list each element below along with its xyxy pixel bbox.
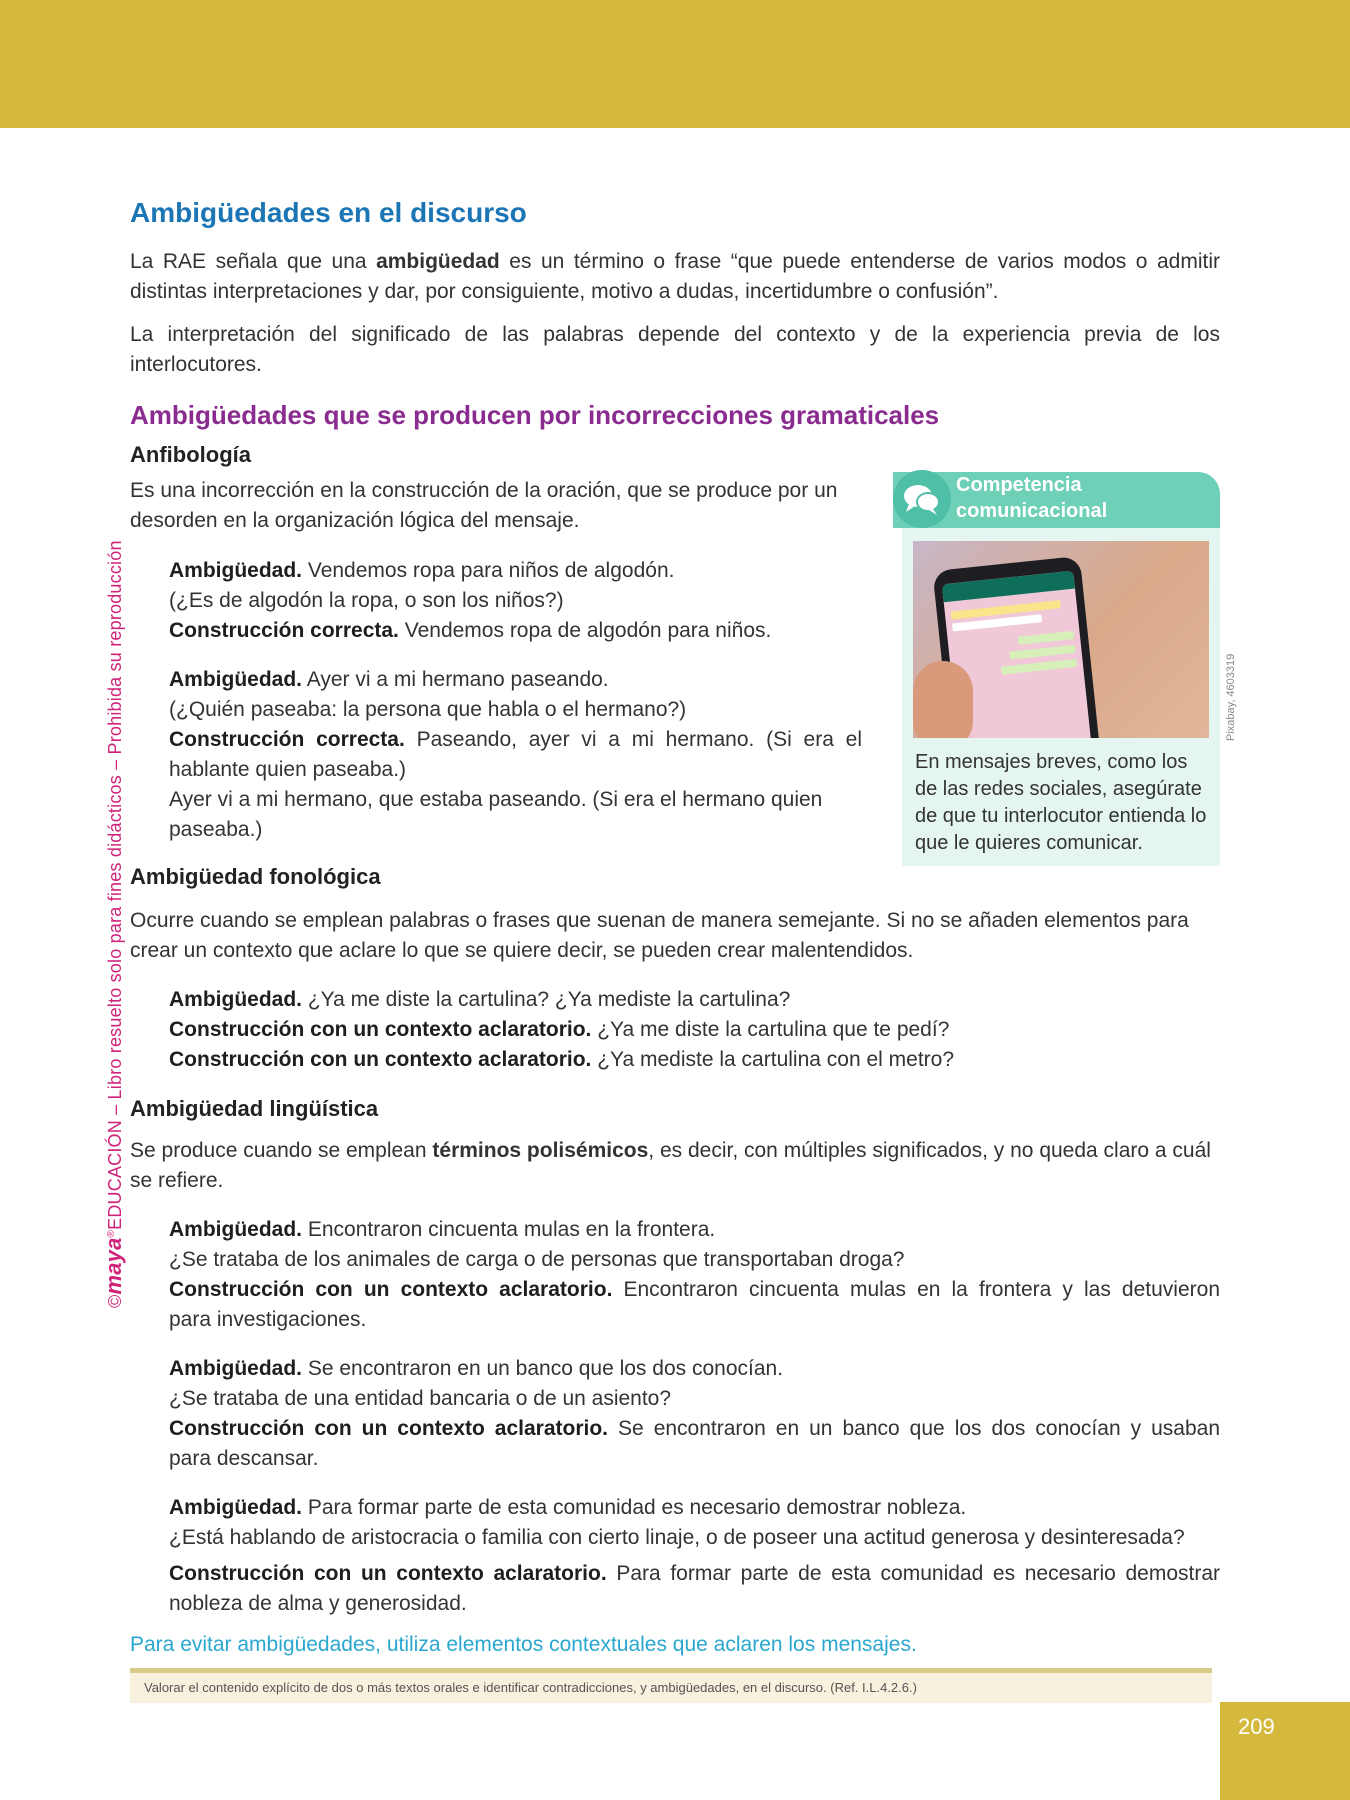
linguistica-example-2: Ambigüedad. Se encontraron en un banco que los dos conocían. ¿Se trataba de una entidad bancaria o de un asiento? Construcción con un contexto aclaratorio. Se encontraron en un banco que los dos conocían y usaban para descansar. xyxy=(169,1357,1221,1470)
phone-chat-photo xyxy=(913,541,1209,738)
linguistica-example-1: Ambigüedad. Encontraron cincuenta mulas en la frontera. ¿Se trataba de los animales de carga o de personas que transportaban droga? Construcción con un contexto aclaratorio. Encontraron cincuenta mulas en la frontera y las detuvieron para investigaciones. xyxy=(169,1218,1220,1331)
linguistica-definition: Se produce cuando se emplean términos polisémicos, es decir, con múltiples significados, y no queda claro a cuál se refiere. xyxy=(130,1139,1211,1192)
fonologica-heading: Ambigüedad fonológica xyxy=(130,864,381,889)
linguistica-example-3: Ambigüedad. Para formar parte de esta comunidad es necesario demostrar nobleza. ¿Está hablando de aristocracia o familia con cierto linaje, o de poseer una actitud generosa y desinteresada? Construcción con un contexto aclaratorio. Para formar parte de esta comunidad es necesario demostrar nobleza de alma y generosidad. xyxy=(169,1496,1220,1615)
anfibologia-example-2: Ambigüedad. Ayer vi a mi hermano paseando. (¿Quién paseaba: la persona que habla o el hermano?) Construcción correcta. Paseando, ayer vi a mi hermano. (Si era el hablante quien paseaba.) Ayer vi a mi hermano, que estaba paseando. (Si era el hermano quien paseaba.) xyxy=(169,668,862,841)
photo-credit: Pixabay, 4603319 xyxy=(1225,653,1237,741)
side-note-text: EDUCACIÓN – Libro resuelto solo para fines didácticos – Prohibida su reproducción xyxy=(105,540,125,1230)
page-title: Ambigüedades en el discurso xyxy=(130,197,527,228)
anfibologia-heading: Anfibología xyxy=(130,442,251,467)
copyright-side-note xyxy=(101,540,127,1308)
anfibologia-example-1: Ambigüedad. Vendemos ropa para niños de algodón. (¿Es de algodón la ropa, o son los niños?) Construcción correcta. Vendemos ropa de algodón para niños. xyxy=(169,559,772,642)
tip-text: Para evitar ambigüedades, utiliza elementos contextuales que aclaren los mensajes. xyxy=(130,1633,917,1656)
top-color-band xyxy=(0,0,1350,128)
ambiguedad-term: ambigüedad xyxy=(376,250,500,273)
curriculum-reference: Valorar el contenido explícito de dos o más textos orales e identificar contradicciones, y ambigüedades, en el discurso. (Ref. I.L.4.2.6.) xyxy=(130,1673,1212,1703)
polisemicos-term: términos polisémicos xyxy=(432,1139,649,1162)
fonologica-examples: Ambigüedad. ¿Ya me diste la cartulina? ¿Ya mediste la cartulina? Construcción con un contexto aclaratorio. ¿Ya me diste la cartulina que te pedí? Construcción con un contexto aclaratorio. ¿Ya mediste la cartulina con el metro? xyxy=(169,988,954,1071)
intro-paragraph-1: La RAE señala que una ambigüedad es un término o frase “que puede entenderse de varios modos o admitir distintas interpretaciones y dar, por consiguiente, motivo a dudas, incertidumbre o confusión”. xyxy=(130,250,1220,303)
speech-bubbles-icon xyxy=(893,470,951,528)
fonologica-definition: Ocurre cuando se emplean palabras o frases que suenan de manera semejante. Si no se añaden elementos para crear un contexto que aclare lo que se quiere decir, se pueden crear malentendidos. xyxy=(130,909,1189,962)
page-number: 209 xyxy=(1220,1702,1350,1800)
linguistica-heading: Ambigüedad lingüística xyxy=(130,1096,379,1121)
brand-logo-text: maya xyxy=(101,1237,126,1295)
anfibologia-definition: Es una incorrección en la construcción de la oración, que se produce por un desorden en la organización lógica del mensaje. xyxy=(130,479,838,532)
copyright-symbol: © xyxy=(105,1294,125,1308)
registered-symbol: ® xyxy=(106,1229,117,1238)
intro-paragraph-2: La interpretación del significado de las palabras depende del contexto y de la experiencia previa de los interlocutores. xyxy=(130,323,1220,376)
section-title: Ambigüedades que se producen por incorrecciones gramaticales xyxy=(130,400,940,430)
competencia-title: Competencia comunicacional xyxy=(956,474,1108,522)
competencia-caption: En mensajes breves, como los de las redes sociales, asegúrate de que tu interlocutor entienda lo que le quieres comunicar. xyxy=(915,751,1207,854)
